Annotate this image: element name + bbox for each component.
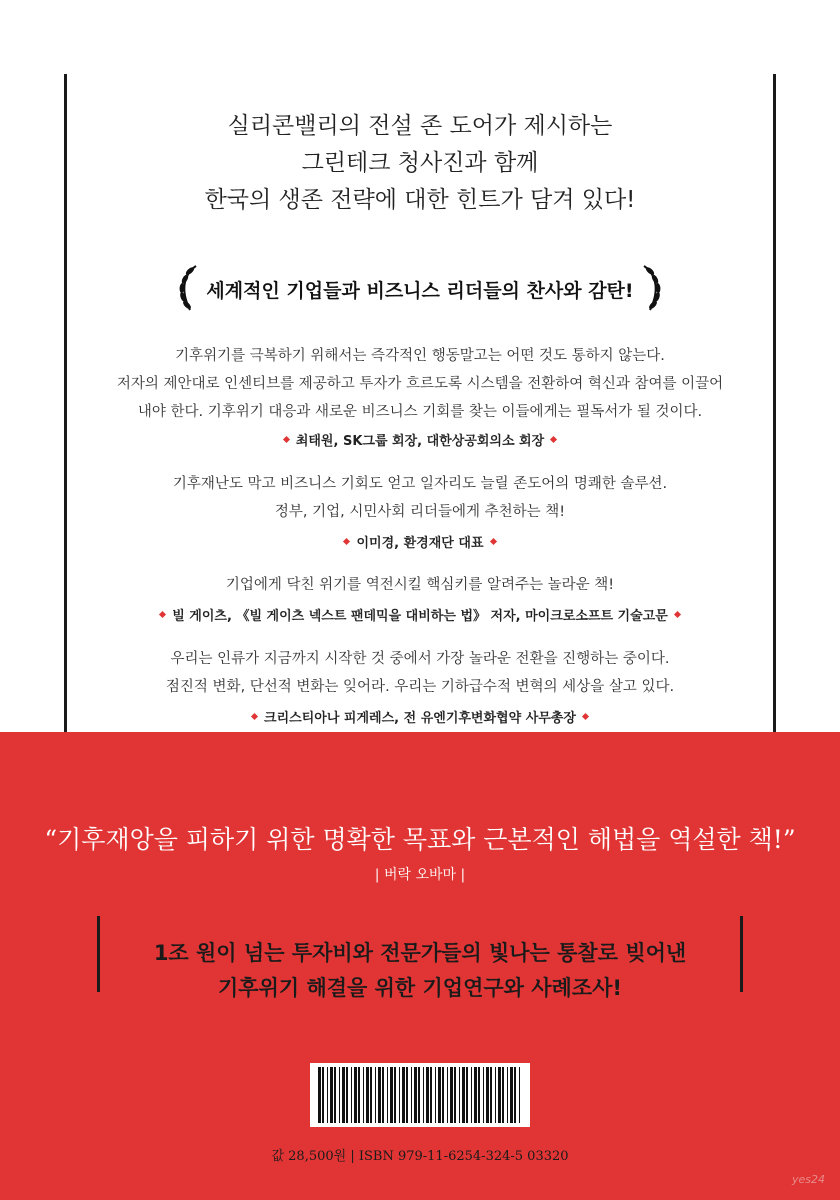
quote-author [0,430,840,449]
barcode-stripe [430,1067,432,1123]
barcode-stripe [390,1067,393,1123]
barcode-stripe [363,1067,364,1123]
quote-line: 점진적 변화, 단선적 변화는 잊어라. 우리는 기하급수적 변혁의 세상을 살고 있다. [165,679,675,695]
quote-author [0,532,840,551]
barcode-stripe [495,1067,496,1123]
quote-block [0,571,840,599]
barcode-stripe [327,1067,328,1123]
barcode-stripe [342,1067,345,1123]
diamond-icon [550,436,557,443]
barcode-stripe [507,1067,508,1123]
quote-line: 기후위기를 극복하기 위해서는 즉각적인 행동말고는 어떤 것도 통하지 않는다. [175,348,665,364]
barcode-stripe [519,1067,520,1123]
barcode-stripe [471,1067,472,1123]
quote-block [0,470,840,526]
barcode-stripe [486,1067,489,1123]
barcode-stripe [334,1067,336,1123]
diamond-icon [674,611,681,618]
headline-line: 그린테크 청사진과 함께 [301,150,539,176]
barcode-stripe [423,1067,424,1123]
barcode-stripe [478,1067,480,1123]
barcode-stripe [330,1067,333,1123]
bold-claim [0,936,840,1006]
author-name: 최태원, SK그룹 회장, 대한상공회의소 회장 [295,434,545,449]
barcode-stripe [483,1067,484,1123]
author-name: 크리스티아나 피게레스, 전 유엔기후변화협약 사무총장 [264,711,576,726]
headline-line: 한국의 생존 전략에 대한 힌트가 담겨 있다! [204,187,636,213]
quote-line: 우리는 인류가 지금까지 시작한 것 중에서 가장 놀라운 전환을 진행하는 중이다. [170,651,670,667]
barcode-stripe [399,1067,400,1123]
barcode-stripe [322,1067,324,1123]
headline-line: 실리콘밸리의 전설 존 도어가 제시하는 [227,113,613,139]
barcode-stripe [402,1067,405,1123]
claim-line: 기후위기 해결을 위한 기업연구와 사례조사! [218,976,622,1000]
obama-name: | 버락 오바마 | [374,867,466,883]
quote-line: 기업에게 닥친 위기를 역전시킬 핵심키를 알려주는 놀라운 책! [225,577,615,593]
quote-line: 기후재난도 막고 비즈니스 기회도 얻고 일자리도 늘릴 존도어의 명쾌한 솔루션. [172,476,668,492]
price-isbn: 값 28,500원 | ISBN 979-11-6254-324-5 03320 [271,1149,569,1164]
barcode-stripe [354,1067,357,1123]
diamond-icon [582,713,589,720]
author-name: 빌 게이츠, 《빌 게이츠 넥스트 팬데믹을 대비하는 법》 저자, 마이크로소프트 기술고문 [172,609,668,624]
praise-title: 세계적인 기업들과 비즈니스 리더들의 찬사와 감탄! [206,280,634,302]
barcode-stripe [459,1067,460,1123]
quote-line: 저자의 제안대로 인센티브를 제공하고 투자가 흐르도록 시스템을 전환하여 혁신과 참여를 이끌어 [116,376,724,392]
barcode-stripe [351,1067,352,1123]
barcode-stripe [454,1067,456,1123]
barcode-stripe [370,1067,372,1123]
obama-quote: “기후재앙을 피하기 위한 명확한 목표와 근본적인 해법을 역설한 책!” [44,825,796,854]
barcode-stripe [490,1067,492,1123]
barcode-stripe [375,1067,376,1123]
author-name: 이미경, 환경재단 대표 [356,536,484,551]
claim-line: 1조 원이 넘는 투자비와 전문가들의 빛나는 통찰로 빚어낸 [153,941,687,965]
barcode-stripe [474,1067,477,1123]
diamond-icon [283,436,290,443]
barcode [310,1063,530,1127]
barcode-stripe [462,1067,465,1123]
barcode-stripe [514,1067,516,1123]
barcode-stripe [438,1067,441,1123]
barcode-stripe [382,1067,384,1123]
quote-block [0,342,840,426]
barcode-stripe [498,1067,501,1123]
barcode-stripe [442,1067,444,1123]
barcode-stripe [510,1067,513,1123]
barcode-stripe [346,1067,348,1123]
barcode-stripe [318,1067,321,1123]
barcode-stripe [414,1067,417,1123]
barcode-stripe [378,1067,381,1123]
watermark: yes24 [792,1173,826,1186]
barcode-stripe [387,1067,388,1123]
quote-block [0,645,840,701]
barcode-stripe [450,1067,453,1123]
barcode-stripe [339,1067,340,1123]
quote-line: 내야 한다. 기후위기 대응과 새로운 비즈니스 기회를 찾는 이들에게는 필독서가 될 것이다. [137,404,703,420]
headline [0,108,840,219]
barcode-stripe [406,1067,408,1123]
diamond-icon [489,538,496,545]
barcode-stripe [358,1067,360,1123]
barcode-stripe [502,1067,504,1123]
diamond-icon [251,713,258,720]
diamond-icon [159,611,166,618]
barcode-stripe [466,1067,468,1123]
barcode-stripe [366,1067,369,1123]
barcode-stripe [411,1067,412,1123]
barcode-stripe [447,1067,448,1123]
quote-author [0,707,840,726]
barcode-stripe [394,1067,396,1123]
barcode-stripe [426,1067,429,1123]
barcode-stripe [418,1067,420,1123]
diamond-icon [343,538,350,545]
barcode-stripe [435,1067,436,1123]
barcode-icon [310,1063,530,1127]
quote-author [0,605,840,624]
quote-line: 정부, 기업, 시민사회 리더들에게 추천하는 책! [274,504,566,520]
